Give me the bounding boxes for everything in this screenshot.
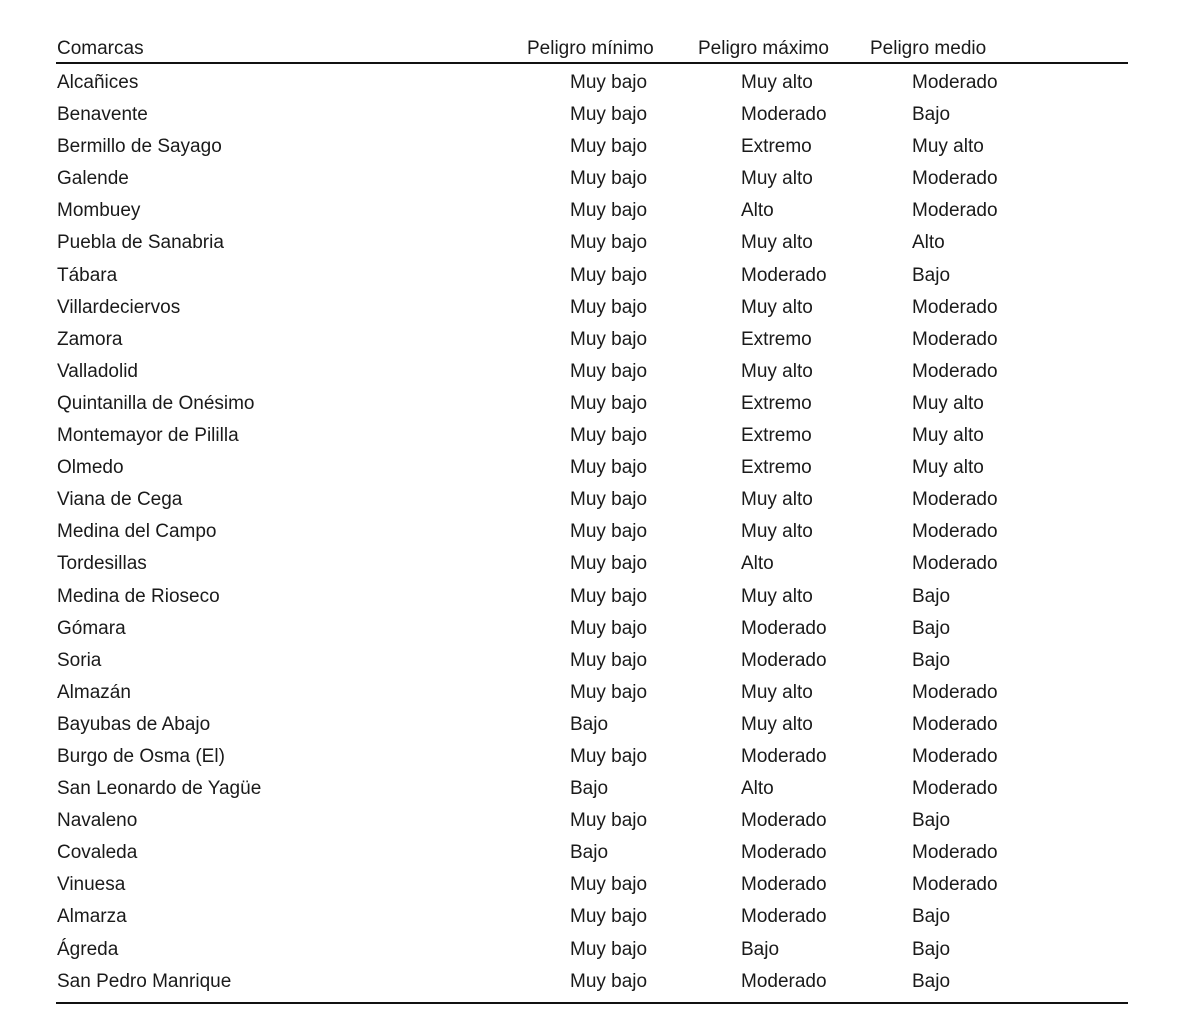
cell-comarca: Quintanilla de Onésimo [57, 392, 255, 414]
cell-peligro-maximo: Muy alto [741, 489, 813, 511]
cell-comarca: Bermillo de Sayago [57, 136, 222, 158]
cell-peligro-maximo: Muy alto [741, 360, 813, 382]
header-peligro-medio: Peligro medio [870, 38, 987, 59]
table-row [56, 935, 1128, 967]
cell-peligro-medio: Bajo [912, 649, 951, 671]
cell-peligro-maximo: Moderado [741, 874, 827, 896]
cell-comarca: Bayubas de Abajo [57, 713, 211, 735]
table-row [56, 164, 1128, 196]
cell-peligro-minimo: Muy bajo [570, 874, 648, 896]
cell-comarca: Tordesillas [57, 553, 147, 575]
cell-comarca: San Pedro Manrique [57, 970, 232, 992]
cell-peligro-medio: Moderado [912, 842, 998, 864]
table-row [56, 678, 1128, 710]
cell-peligro-maximo: Moderado [741, 649, 827, 671]
cell-peligro-maximo: Muy alto [741, 681, 813, 703]
cell-peligro-maximo: Moderado [741, 617, 827, 639]
cell-comarca: Alcañices [57, 72, 139, 93]
table-row [56, 806, 1128, 838]
cell-peligro-maximo: Alto [741, 200, 774, 222]
cell-peligro-maximo: Moderado [741, 906, 827, 928]
cell-comarca: Valladolid [57, 360, 138, 382]
cell-comarca: Viana de Cega [57, 489, 183, 511]
cell-peligro-maximo: Moderado [741, 745, 827, 767]
cell-peligro-minimo: Muy bajo [570, 745, 648, 767]
cell-peligro-medio: Moderado [912, 296, 998, 318]
cell-peligro-medio: Muy alto [912, 392, 984, 414]
cell-peligro-medio: Alto [912, 232, 945, 254]
cell-comarca: Benavente [57, 104, 148, 126]
cell-peligro-medio: Bajo [912, 264, 951, 286]
table-row [56, 967, 1128, 999]
cell-peligro-maximo: Muy alto [741, 168, 813, 190]
cell-peligro-medio: Moderado [912, 553, 998, 575]
table-header [56, 34, 1128, 64]
table-row [56, 357, 1128, 389]
cell-peligro-maximo: Moderado [741, 104, 827, 126]
table-bottom-rule [56, 1002, 1128, 1004]
cell-peligro-minimo: Muy bajo [570, 168, 648, 190]
cell-comarca: Burgo de Osma (El) [57, 745, 225, 767]
cell-peligro-medio: Bajo [912, 585, 951, 607]
cell-peligro-medio: Moderado [912, 713, 998, 735]
cell-peligro-minimo: Muy bajo [570, 810, 648, 832]
cell-peligro-medio: Moderado [912, 874, 998, 896]
cell-peligro-medio: Moderado [912, 745, 998, 767]
cell-comarca: Mombuey [57, 200, 141, 222]
cell-peligro-minimo: Muy bajo [570, 296, 648, 318]
cell-peligro-minimo: Bajo [570, 713, 609, 735]
cell-comarca: Medina de Rioseco [57, 585, 220, 607]
cell-peligro-minimo: Muy bajo [570, 425, 648, 447]
table-row [56, 582, 1128, 614]
cell-peligro-minimo: Muy bajo [570, 970, 648, 992]
cell-peligro-maximo: Muy alto [741, 296, 813, 318]
cell-peligro-medio: Moderado [912, 360, 998, 382]
cell-peligro-maximo: Moderado [741, 842, 827, 864]
table-row [56, 100, 1128, 132]
cell-peligro-maximo: Alto [741, 553, 774, 575]
cell-peligro-maximo: Muy alto [741, 232, 813, 254]
table-row [56, 293, 1128, 325]
cell-peligro-maximo: Extremo [741, 392, 812, 414]
table-row [56, 453, 1128, 485]
cell-peligro-medio: Bajo [912, 810, 951, 832]
cell-peligro-minimo: Muy bajo [570, 200, 648, 222]
table-row [56, 228, 1128, 260]
cell-comarca: Montemayor de Pililla [57, 425, 239, 447]
cell-peligro-medio: Muy alto [912, 136, 984, 158]
table-row [56, 325, 1128, 357]
cell-peligro-maximo: Extremo [741, 136, 812, 158]
cell-peligro-minimo: Muy bajo [570, 521, 648, 543]
cell-comarca: Zamora [57, 328, 123, 350]
header-peligro-minimo: Peligro mínimo [527, 38, 654, 59]
cell-comarca: Medina del Campo [57, 521, 217, 543]
table-row [56, 68, 1128, 100]
cell-comarca: San Leonardo de Yagüe [57, 778, 262, 800]
cell-peligro-maximo: Bajo [741, 938, 780, 960]
table-row [56, 485, 1128, 517]
cell-peligro-maximo: Extremo [741, 425, 812, 447]
table-row [56, 774, 1128, 806]
cell-peligro-medio: Moderado [912, 168, 998, 190]
cell-comarca: Almarza [57, 906, 127, 928]
cell-peligro-medio: Moderado [912, 521, 998, 543]
cell-peligro-maximo: Extremo [741, 457, 812, 479]
cell-peligro-minimo: Muy bajo [570, 136, 648, 158]
cell-peligro-medio: Moderado [912, 200, 998, 222]
cell-peligro-medio: Moderado [912, 778, 998, 800]
cell-peligro-minimo: Muy bajo [570, 232, 648, 254]
table-row [56, 389, 1128, 421]
cell-comarca: Puebla de Sanabria [57, 232, 224, 254]
cell-comarca: Soria [57, 649, 102, 671]
table-row [56, 710, 1128, 742]
cell-peligro-medio: Muy alto [912, 425, 984, 447]
cell-comarca: Navaleno [57, 810, 138, 832]
header-peligro-maximo: Peligro máximo [698, 38, 829, 59]
cell-peligro-maximo: Muy alto [741, 521, 813, 543]
cell-comarca: Villardeciervos [57, 296, 181, 318]
cell-peligro-maximo: Muy alto [741, 72, 813, 93]
cell-comarca: Galende [57, 168, 129, 190]
cell-peligro-minimo: Bajo [570, 778, 609, 800]
cell-comarca: Vinuesa [57, 874, 126, 896]
table-row [56, 902, 1128, 934]
cell-peligro-medio: Moderado [912, 681, 998, 703]
table-row [56, 870, 1128, 902]
cell-peligro-minimo: Muy bajo [570, 585, 648, 607]
table-row [56, 549, 1128, 581]
cell-peligro-minimo: Muy bajo [570, 617, 648, 639]
cell-comarca: Olmedo [57, 457, 124, 479]
cell-comarca: Almazán [57, 681, 131, 703]
cell-peligro-minimo: Muy bajo [570, 681, 648, 703]
cell-comarca: Ágreda [57, 938, 119, 960]
cell-peligro-minimo: Muy bajo [570, 104, 648, 126]
cell-peligro-medio: Muy alto [912, 457, 984, 479]
cell-peligro-maximo: Moderado [741, 810, 827, 832]
cell-peligro-maximo: Muy alto [741, 713, 813, 735]
cell-peligro-minimo: Muy bajo [570, 489, 648, 511]
cell-peligro-medio: Bajo [912, 104, 951, 126]
cell-peligro-minimo: Muy bajo [570, 360, 648, 382]
cell-peligro-minimo: Muy bajo [570, 906, 648, 928]
cell-peligro-medio: Bajo [912, 906, 951, 928]
cell-peligro-medio: Bajo [912, 938, 951, 960]
cell-peligro-maximo: Alto [741, 778, 774, 800]
cell-peligro-maximo: Moderado [741, 970, 827, 992]
cell-peligro-minimo: Muy bajo [570, 553, 648, 575]
cell-peligro-minimo: Muy bajo [570, 392, 648, 414]
cell-peligro-maximo: Muy alto [741, 585, 813, 607]
table-row [56, 196, 1128, 228]
cell-comarca: Gómara [57, 617, 126, 639]
hazard-table [56, 34, 1128, 1004]
cell-peligro-medio: Moderado [912, 328, 998, 350]
table-row [56, 614, 1128, 646]
header-comarcas: Comarcas [57, 38, 144, 59]
cell-peligro-maximo: Extremo [741, 328, 812, 350]
table-row [56, 421, 1128, 453]
cell-comarca: Tábara [57, 264, 118, 286]
cell-peligro-minimo: Bajo [570, 842, 609, 864]
cell-peligro-maximo: Moderado [741, 264, 827, 286]
table-row [56, 517, 1128, 549]
cell-peligro-medio: Moderado [912, 489, 998, 511]
cell-peligro-minimo: Muy bajo [570, 264, 648, 286]
cell-peligro-medio: Bajo [912, 617, 951, 639]
cell-peligro-minimo: Muy bajo [570, 328, 648, 350]
table-row [56, 838, 1128, 870]
table-row [56, 742, 1128, 774]
cell-peligro-minimo: Muy bajo [570, 72, 648, 93]
cell-peligro-minimo: Muy bajo [570, 457, 648, 479]
table-row [56, 646, 1128, 678]
table-row [56, 132, 1128, 164]
cell-comarca: Covaleda [57, 842, 138, 864]
cell-peligro-medio: Bajo [912, 970, 951, 992]
cell-peligro-minimo: Muy bajo [570, 649, 648, 671]
table-row [56, 261, 1128, 293]
cell-peligro-minimo: Muy bajo [570, 938, 648, 960]
cell-peligro-medio: Moderado [912, 72, 998, 93]
table-body [56, 64, 1128, 999]
